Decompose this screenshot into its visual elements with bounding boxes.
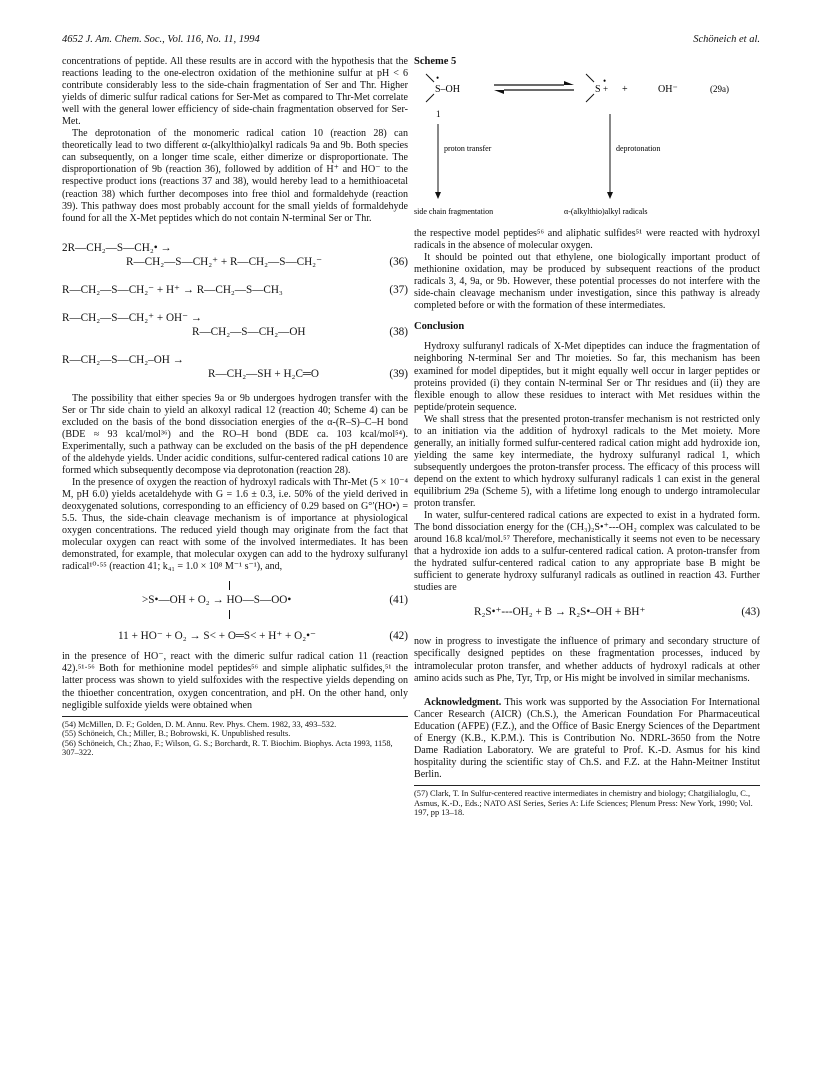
equation-36-line2: R—CH₂—S—CH₂⁺ + R—CH₂—S—CH₂⁻ [126,255,322,268]
bond-line [426,74,434,82]
arrow-head [494,90,504,94]
s-radical-label: S [595,84,601,96]
scheme-title: Scheme 5 [414,56,457,67]
footnote-rule [414,785,760,786]
equation-number: (36) [389,255,408,268]
footnote: (55) Schöneich, Ch.; Miller, B.; Bobrowski, K. Unpublished results. [62,729,291,739]
bond-line [229,581,230,590]
footnote: (56) Schöneich, Ch.; Zhao, F.; Wilson, G. S.; Borchardt, R. T. Biochim. Biophys. Acta 1993, 1158, 307–322. [62,738,393,758]
paragraph: It should be pointed out that ethylene, one biologically important product of methionine oxidation, may be produced by subsequent reactions of the product radicals 3, 4, 9a, or 9b. However, these potential processes do not interfere with the side-chain cleavage mechanism under investigation, since this pathway is already completed before or with the formation of these intermediates. [414,252,760,312]
charge-plus: + [603,84,609,95]
equation-36-line1: 2R—CH₂—S—CH₂• → [62,241,172,254]
arrow-head [607,192,613,199]
equation-36 [62,241,408,269]
paragraph: In the presence of oxygen the reaction of hydroxyl radicals with Thr-Met (5 × 10⁻⁴ M, pH 6.0) yields acetaldehyde with G = 1.6 ± 0.3, i.e. 50% of the yield derived in deoxygenated solutions, corresponding to an efficiency of 0.29 based on G°′(HO•) = 5.5. Thus, the side-chain cleavage mechanism is of importance at physiological oxygen concentrations. The reduced yield though may originate from the fact that molecular oxygen can react with some of the involved intermediates. It has been demonstrated, for example, that molecular oxygen can add to the hydroxy sulfuranyl radical¹⁰·⁵⁵ (reaction 41; k₄₁ = 1.0 × 10⁸ M⁻¹ s⁻¹), and, [62,476,408,573]
equation-number: (37) [389,283,408,296]
equation-number: (39) [389,367,408,380]
scheme-5-diagram [414,68,760,218]
equation-number: (38) [389,325,408,338]
arrow-head [564,81,574,85]
s-oh-label: S–OH [435,84,461,96]
equation-38 [62,311,408,339]
arrow-head [435,192,441,199]
paragraph: We shall stress that the presented proton-transfer mechanism is not restricted only to an initiation via the addition of hydroxyl radicals to the Met moiety. More generally, an initially formed sulfur-centered radical cation might add hydroxide ion, yielding the same key intermediate, the hydroxy sulfuranyl radical 1, which subsequently undergoes the proton-transfer process. The efficacy of this process will depend on the extent to which hydroxy sulfuranyl radicals 1 can exist in the general equilibrium 29a (Scheme 5), with a lifetime long enough to undergo intramolecular proton transfer. [414,413,760,510]
right-column [414,56,760,818]
equation-39-line1: R—CH₂—S—CH₂–OH → [62,353,184,366]
deprotonation-label: deprotonation [616,144,661,154]
paragraph: the respective model peptides⁵⁶ and aliphatic sulfides⁵¹ were reacted with hydroxyl radicals in the absence of molecular oxygen. [414,228,760,252]
equation-39-line2: R—CH₂—SH + H₂C═O [208,367,319,380]
equation-38-line1: R—CH₂—S—CH₂⁺ + OH⁻ → [62,311,202,324]
radical-dot: • [603,76,607,87]
equation-43 [414,606,760,624]
bond-line [426,94,434,102]
paragraph: now in progress to investigate the influence of primary and secondary structure of specifically designed peptides on these fragmentation processes, induced by intramolecular proton transfer, and whether adducts of hydroxyl radicals at other amino acids such as Phe, Tyr, Trp, or His might be involved in similar mechanisms. [414,636,760,684]
paragraph: The possibility that either species 9a or 9b undergoes hydrogen transfer with the Ser or Thr side chain to yield an alkoxyl radical 12 (reaction 40; Scheme 4) can be excluded on the basis of the bond dissociation energies of the α-(R–S)–C–H bond (BDE ≈ 93 kcal/mol³⁶) and the RO–H bond (BDE ca. 103 kcal/mol⁵⁴). Experimentally, such a pathway can be excluded on the basis of the pH dependence of the aldehyde yields. Under acidic conditions, sulfur-centered radical cations 10 are formed which subsequently decompose via deprotonation (reaction 28). [62,392,408,476]
equation-39 [62,353,408,381]
footnote-rule [62,716,408,717]
hydroxide-label: OH⁻ [658,84,678,96]
equation-38-line2: R—CH₂—S—CH₂—OH [192,325,306,338]
scheme-5 [414,68,760,218]
bond-line [586,94,594,102]
paragraph: Hydroxy sulfuranyl radicals of X-Met dipeptides can induce the fragmentation of neighboring N-terminal Ser and Thr moieties. So far, this mechanism has been examined for model dipeptides, but it might equally well occur in larger peptides or proteins provided (i) they contain N-terminal Ser or Thr residues and (ii) they are flexible enough to allow these residues to interact with Met residues within the peptide/protein sequence. [414,341,760,413]
footnote: (57) Clark, T. In Sulfur-centered reactive intermediates in chemistry and biology; Chatgilialoglu, C., Asmus, K.-D., Eds.; NATO ASI Series, Series A: Life Sciences; Plenum Press: New York, 1990; Vol. 197, pp 13–18. [414,788,753,818]
footnote: (54) McMillen, D. F.; Golden, D. M. Annu. Rev. Phys. Chem. 1982, 33, 493–532. [62,719,337,729]
equation-number: (41) [389,594,408,607]
equation-43-body: R₂S•⁺---OH₂ + B → R₂S•–OH + BH⁺ [474,606,646,619]
reaction-number: (29a) [710,84,729,95]
side-chain-label: side chain fragmentation [414,207,494,217]
left-column [62,56,408,758]
compound-number: 1 [436,109,441,120]
paragraph: concentrations of peptide. All these results are in accord with the hypothesis that the reactions leading to the one-electron oxidation of the methionine sulfur at pH < 6 contribute considerably less to the side-chain fragmentation of Ser and Thr. Higher yields of dimeric sulfur radical cations for Ser-Met as compared to Thr-Met correlate well with the general lower efficiency of side-chain fragmentation observed for Ser-Met. [62,56,408,128]
plus-sign: + [622,84,628,96]
running-header-authors: Schöneich et al. [693,34,760,45]
equation-number: (42) [389,630,408,643]
section-heading-conclusion: Conclusion [414,321,465,333]
bond-line [229,610,230,619]
radical-dot: • [436,73,440,84]
equation-37 [62,283,408,297]
equation-37-body: R—CH₂—S—CH₂⁻ + H⁺ → R—CH₂—S—CH₃ [62,283,283,296]
acknowledgment-heading: Acknowledgment. [424,696,502,708]
running-header: 4652 J. Am. Chem. Soc., Vol. 116, No. 11, 1994 [62,34,260,45]
acknowledgment-text: This work was supported by the Association For International Cancer Research (AICR) (Ch.S.), the American Foundation For Pharmaceutical Education (AFPE) (F.Z.), and the Office of Basic Energy Sciences of the Department of Energy (K.B., K.P.M.). This is Contribution No. NDRL-3650 from the Notre Dame Radiation Laboratory. We are grateful to Prof. K.-D. Asmus for his kind hospitality during the scientific stay of Ch.S. and F.Z. at the Hahn-Meitner Institut Berlin. [414,696,760,780]
paragraph: in the presence of HO⁻, react with the dimeric sulfur radical cation 11 (reaction 42).⁵¹·⁵⁶ Both for methionine model peptides⁵⁶ and simple aliphatic sulfides,⁵¹ the latter process was shown to yield sulfoxides with the respective yields depending on the thioether concentration, oxygen concentration, and pH. On the other hand, only negligible sulfoxide yields were obtained when [62,651,408,711]
paragraph: In water, sulfur-centered radical cations are expected to exist in a hydrated form. The bond dissociation energy for the (CH₃)₂S•⁺---OH₂ complex was calculated to be around 16.8 kcal/mol.⁵⁷ Therefore, mechanistically it seems not even to be necessary that a hydroxide ion adds to a sulfur-centered radical cation. A proton-transfer from the hydrated sulfur-centered radical cation to any appropriate base B might be sufficient to generate hydroxy sulfuranyl radicals as outlined in reaction 43. Further studies are [414,510,760,594]
equation-41 [62,581,408,623]
alkylthio-label: α-(alkylthio)alkyl radicals [564,207,648,217]
bond-line [586,74,594,82]
equation-42-body: 11 + HO⁻ + O₂ → S< + O═S< + H⁺ + O₂•⁻ [118,630,316,643]
paragraph: The deprotonation of the monomeric radical cation 10 (reaction 28) can theoretically lead to two different α-(alkylthio)alkyl radicals 9a and 9b. Both species can subsequently, on a longer time scale, either dimerize or disproportionate. The disproportionation of 9b (reaction 36), followed by addition of H⁺ and HO⁻ to the respective product ions (reactions 37 and 38), would hereby lead to a hemithioacetal (reaction 38) which further decomposes into free thiol and formaldehyde (reaction 39). This pathway does most probably account for the small yields of formaldehyde found for all the X-Met peptides which do not contain N-terminal Ser or Thr. [62,128,408,224]
acknowledgment [414,697,760,781]
proton-transfer-label: proton transfer [444,144,492,154]
equation-42 [62,629,408,643]
equation-number: (43) [741,606,760,619]
equation-41-body: >S•—OH + O₂ → HO—S—OO• [142,594,292,607]
